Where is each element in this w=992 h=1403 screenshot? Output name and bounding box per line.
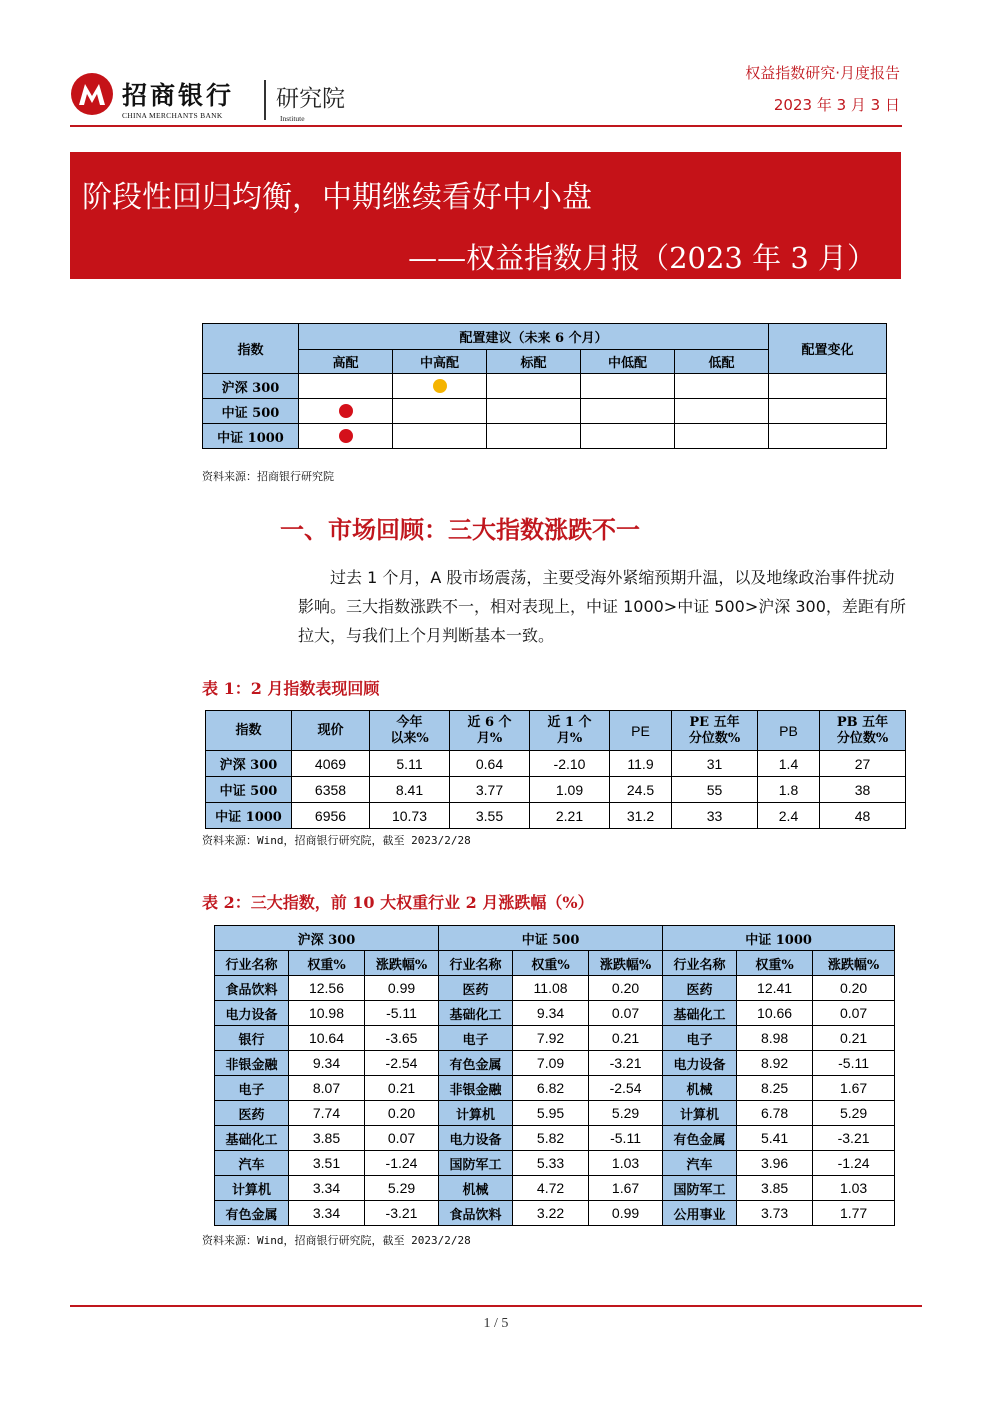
table2-cell: 0.07 bbox=[813, 1001, 895, 1026]
table2-industry-name: 银行 bbox=[215, 1026, 289, 1051]
table2-cell: 10.64 bbox=[289, 1026, 365, 1051]
table1-cell: 8.41 bbox=[370, 777, 450, 803]
logo-divider bbox=[264, 80, 266, 120]
table2-cell: 1.03 bbox=[589, 1151, 663, 1176]
table2-cell: -3.21 bbox=[589, 1051, 663, 1076]
institute-name-en: Institute bbox=[280, 114, 305, 123]
table2-cell: -5.11 bbox=[813, 1051, 895, 1076]
table2-industry-name: 电力设备 bbox=[663, 1051, 737, 1076]
table1-header-cell: PE bbox=[610, 711, 672, 751]
alloc-source: 资料来源：招商银行研究院 bbox=[202, 470, 334, 483]
table2-industry-name: 有色金属 bbox=[215, 1201, 289, 1226]
brand-name: 招商银行 bbox=[122, 81, 235, 110]
table1-header-cell: 今年 以来% bbox=[370, 711, 450, 751]
alloc-level-header: 标配 bbox=[487, 350, 581, 374]
brand-name-en: CHINA MERCHANTS BANK bbox=[122, 111, 223, 120]
alloc-row-index: 中证 500 bbox=[203, 399, 299, 424]
table2-row bbox=[215, 1126, 895, 1151]
table2-cell: 5.33 bbox=[513, 1151, 589, 1176]
table2-row bbox=[215, 1201, 895, 1226]
table1-cell: 5.11 bbox=[370, 751, 450, 777]
alloc-cell bbox=[487, 399, 581, 424]
table2-cell: 12.56 bbox=[289, 976, 365, 1001]
alloc-row bbox=[203, 374, 887, 399]
table1-source: 资料来源：Wind，招商银行研究院，截至 2023/2/28 bbox=[202, 834, 471, 847]
table2-industry-name: 汽车 bbox=[663, 1151, 737, 1176]
table2-cell: 6.82 bbox=[513, 1076, 589, 1101]
alloc-row-index: 中证 1000 bbox=[203, 424, 299, 449]
alloc-level-header: 中高配 bbox=[393, 350, 487, 374]
alloc-col-change: 配置变化 bbox=[769, 324, 887, 374]
table1-cell: 31 bbox=[672, 751, 758, 777]
table2-industry-name: 医药 bbox=[663, 976, 737, 1001]
table2-cell: 5.41 bbox=[737, 1126, 813, 1151]
table2-subheader-cell: 行业名称 bbox=[215, 951, 289, 976]
table2-row bbox=[215, 1026, 895, 1051]
table1-cell: 6358 bbox=[292, 777, 370, 803]
cmb-logo-icon bbox=[70, 72, 114, 116]
table2-subheader-cell: 行业名称 bbox=[663, 951, 737, 976]
table2-industry-name: 电子 bbox=[439, 1026, 513, 1051]
table2-subheader-cell: 涨跌幅% bbox=[589, 951, 663, 976]
table2-cell: 0.99 bbox=[365, 976, 439, 1001]
table1-cell: 3.77 bbox=[450, 777, 530, 803]
table2-cell: -5.11 bbox=[589, 1126, 663, 1151]
table2-cell: 5.29 bbox=[589, 1101, 663, 1126]
table1-row-index: 中证 1000 bbox=[206, 803, 292, 829]
table2-industry-name: 计算机 bbox=[215, 1176, 289, 1201]
table2-industry-name: 基础化工 bbox=[215, 1126, 289, 1151]
table2-row bbox=[215, 1076, 895, 1101]
alloc-level-header: 低配 bbox=[675, 350, 769, 374]
table1-header-cell: PE 五年 分位数% bbox=[672, 711, 758, 751]
alloc-cell bbox=[299, 374, 393, 399]
alloc-cell bbox=[393, 399, 487, 424]
table1-cell: 1.8 bbox=[758, 777, 820, 803]
report-date: 2023 年 3 月 3 日 bbox=[773, 96, 900, 114]
table2-row bbox=[215, 1151, 895, 1176]
table2-cell: 9.34 bbox=[513, 1001, 589, 1026]
table1-cell: 1.4 bbox=[758, 751, 820, 777]
alloc-cell bbox=[299, 399, 393, 424]
table1-cell: 11.9 bbox=[610, 751, 672, 777]
table1-cell: 27 bbox=[820, 751, 906, 777]
table1-row-index: 沪深 300 bbox=[206, 751, 292, 777]
footer-divider bbox=[70, 1305, 922, 1307]
table2-group-header: 中证 1000 bbox=[663, 926, 895, 951]
table1-header-row bbox=[206, 711, 906, 751]
table2-cell: -3.65 bbox=[365, 1026, 439, 1051]
table1-header-cell: 近 6 个 月% bbox=[450, 711, 530, 751]
table2-industry-name: 电子 bbox=[215, 1076, 289, 1101]
alloc-cell bbox=[581, 374, 675, 399]
table2-cell: 0.21 bbox=[365, 1076, 439, 1101]
table2-cell: 3.85 bbox=[289, 1126, 365, 1151]
table2-cell: -2.54 bbox=[589, 1076, 663, 1101]
table1-cell: 24.5 bbox=[610, 777, 672, 803]
table2-industry-name: 电子 bbox=[663, 1026, 737, 1051]
header-divider bbox=[70, 125, 902, 127]
table2-subheader-row bbox=[215, 951, 895, 976]
table2-row bbox=[215, 1051, 895, 1076]
alloc-cell bbox=[299, 424, 393, 449]
alloc-level-header: 中低配 bbox=[581, 350, 675, 374]
alloc-cell bbox=[581, 424, 675, 449]
table2-industry-name: 有色金属 bbox=[439, 1051, 513, 1076]
alloc-change bbox=[769, 424, 887, 449]
table2-cell: 8.92 bbox=[737, 1051, 813, 1076]
table2-industry-name: 基础化工 bbox=[663, 1001, 737, 1026]
table2-subheader-cell: 行业名称 bbox=[439, 951, 513, 976]
table2-source: 资料来源：Wind，招商银行研究院，截至 2023/2/28 bbox=[202, 1234, 471, 1247]
table2-industry-name: 计算机 bbox=[663, 1101, 737, 1126]
alloc-row bbox=[203, 399, 887, 424]
table2-row bbox=[215, 1001, 895, 1026]
table2-cell: 7.74 bbox=[289, 1101, 365, 1126]
table1-cell: 10.73 bbox=[370, 803, 450, 829]
table2-cell: 1.77 bbox=[813, 1201, 895, 1226]
table2-cell: 10.98 bbox=[289, 1001, 365, 1026]
table1-cell: 33 bbox=[672, 803, 758, 829]
table1-cell: 38 bbox=[820, 777, 906, 803]
table1-header-cell: PB 五年 分位数% bbox=[820, 711, 906, 751]
alloc-row-index: 沪深 300 bbox=[203, 374, 299, 399]
table2-cell: 0.20 bbox=[365, 1101, 439, 1126]
table1-cell: 48 bbox=[820, 803, 906, 829]
table2-cell: -1.24 bbox=[813, 1151, 895, 1176]
table2-cell: 12.41 bbox=[737, 976, 813, 1001]
section-title: 一、市场回顾：三大指数涨跌不一 bbox=[280, 516, 640, 544]
table2-industry-name: 非银金融 bbox=[439, 1076, 513, 1101]
report-type: 权益指数研究·月度报告 bbox=[745, 64, 900, 82]
table2-cell: 0.99 bbox=[589, 1201, 663, 1226]
alloc-level-header: 高配 bbox=[299, 350, 393, 374]
table2-cell: -1.24 bbox=[365, 1151, 439, 1176]
table2-cell: 1.67 bbox=[813, 1076, 895, 1101]
table1-cell: 2.21 bbox=[530, 803, 610, 829]
alloc-change bbox=[769, 374, 887, 399]
table2-row bbox=[215, 976, 895, 1001]
table2-cell: 3.51 bbox=[289, 1151, 365, 1176]
table2-cell: 0.20 bbox=[813, 976, 895, 1001]
table2-cell: 6.78 bbox=[737, 1101, 813, 1126]
table2-subheader-cell: 权重% bbox=[289, 951, 365, 976]
table1-header-cell: 近 1 个 月% bbox=[530, 711, 610, 751]
paragraph-text: 过去 1 个月，A 股市场震荡，主要受海外紧缩预期升温，以及地缘政治事件扰动影响。三大指数涨跌不一，相对表现上，中证 1000>中证 500>沪深 300，差距有所拉大，与我们上个月判断基本一致。 bbox=[298, 568, 906, 645]
table1-cell: 4069 bbox=[292, 751, 370, 777]
alloc-group-header: 配置建议（未来 6 个月） bbox=[299, 324, 769, 350]
table2-subheader-cell: 涨跌幅% bbox=[813, 951, 895, 976]
alloc-cell bbox=[675, 374, 769, 399]
table2-cell: 3.73 bbox=[737, 1201, 813, 1226]
allocation-dot-icon bbox=[339, 404, 353, 418]
table1-cell: 3.55 bbox=[450, 803, 530, 829]
table2-cell: 11.08 bbox=[513, 976, 589, 1001]
table2-caption: 表 2：三大指数，前 10 大权重行业 2 月涨跌幅（%） bbox=[202, 893, 594, 912]
table1-cell: 2.4 bbox=[758, 803, 820, 829]
table2-row bbox=[215, 1176, 895, 1201]
allocation-dot-icon bbox=[433, 379, 447, 393]
table2-cell: 0.21 bbox=[813, 1026, 895, 1051]
table2-industry-name: 医药 bbox=[439, 976, 513, 1001]
table1-cell: 1.09 bbox=[530, 777, 610, 803]
institute-name: 研究院 bbox=[276, 86, 345, 112]
table2-cell: 8.25 bbox=[737, 1076, 813, 1101]
table2-cell: 10.66 bbox=[737, 1001, 813, 1026]
table2-cell: 3.85 bbox=[737, 1176, 813, 1201]
table2-industry-name: 国防军工 bbox=[663, 1176, 737, 1201]
table2-cell: 7.09 bbox=[513, 1051, 589, 1076]
table1-cell: 55 bbox=[672, 777, 758, 803]
table2-industry-name: 汽车 bbox=[215, 1151, 289, 1176]
table2-cell: 7.92 bbox=[513, 1026, 589, 1051]
table2-industry-name: 食品饮料 bbox=[439, 1201, 513, 1226]
table2-industry-name: 机械 bbox=[439, 1176, 513, 1201]
industry-weight-table bbox=[214, 925, 895, 1226]
table2-cell: 0.07 bbox=[365, 1126, 439, 1151]
table2-industry-name: 食品饮料 bbox=[215, 976, 289, 1001]
table2-cell: 4.72 bbox=[513, 1176, 589, 1201]
section-paragraph bbox=[298, 563, 908, 650]
report-subtitle: ——权益指数月报（2023 年 3 月） bbox=[408, 241, 876, 275]
table2-cell: 3.22 bbox=[513, 1201, 589, 1226]
table1-row bbox=[206, 751, 906, 777]
allocation-table bbox=[202, 323, 887, 449]
table2-group-header: 中证 500 bbox=[439, 926, 663, 951]
table2-cell: 5.29 bbox=[365, 1176, 439, 1201]
table2-cell: 1.67 bbox=[589, 1176, 663, 1201]
table2-cell: 3.34 bbox=[289, 1176, 365, 1201]
table2-group-row bbox=[215, 926, 895, 951]
index-performance-table bbox=[205, 710, 906, 829]
table2-cell: 5.95 bbox=[513, 1101, 589, 1126]
table2-industry-name: 计算机 bbox=[439, 1101, 513, 1126]
table2-industry-name: 公用事业 bbox=[663, 1201, 737, 1226]
table1-cell: 0.64 bbox=[450, 751, 530, 777]
table2-subheader-cell: 权重% bbox=[737, 951, 813, 976]
alloc-cell bbox=[581, 399, 675, 424]
report-title: 阶段性回归均衡，中期继续看好中小盘 bbox=[82, 180, 592, 215]
table2-row bbox=[215, 1101, 895, 1126]
alloc-cell bbox=[393, 374, 487, 399]
table1-header-cell: 现价 bbox=[292, 711, 370, 751]
table2-industry-name: 医药 bbox=[215, 1101, 289, 1126]
table2-cell: 5.82 bbox=[513, 1126, 589, 1151]
table1-row bbox=[206, 803, 906, 829]
table2-subheader-cell: 涨跌幅% bbox=[365, 951, 439, 976]
table2-cell: -3.21 bbox=[813, 1126, 895, 1151]
table2-cell: -2.54 bbox=[365, 1051, 439, 1076]
table2-industry-name: 有色金属 bbox=[663, 1126, 737, 1151]
table1-caption: 表 1：2 月指数表现回顾 bbox=[202, 679, 380, 698]
table2-subheader-cell: 权重% bbox=[513, 951, 589, 976]
table1-row bbox=[206, 777, 906, 803]
table2-cell: 0.20 bbox=[589, 976, 663, 1001]
table1-cell: 31.2 bbox=[610, 803, 672, 829]
table2-cell: -3.21 bbox=[365, 1201, 439, 1226]
table2-cell: 0.07 bbox=[589, 1001, 663, 1026]
table2-cell: 1.03 bbox=[813, 1176, 895, 1201]
alloc-cell bbox=[675, 399, 769, 424]
table2-industry-name: 国防军工 bbox=[439, 1151, 513, 1176]
allocation-dot-icon bbox=[339, 429, 353, 443]
table1-header-cell: 指数 bbox=[206, 711, 292, 751]
table2-industry-name: 机械 bbox=[663, 1076, 737, 1101]
table2-cell: 0.21 bbox=[589, 1026, 663, 1051]
table2-cell: 3.34 bbox=[289, 1201, 365, 1226]
page-number: 1 / 5 bbox=[483, 1316, 509, 1331]
table2-cell: 3.96 bbox=[737, 1151, 813, 1176]
table2-cell: 5.29 bbox=[813, 1101, 895, 1126]
table1-header-cell: PB bbox=[758, 711, 820, 751]
alloc-col-index: 指数 bbox=[203, 324, 299, 374]
alloc-change bbox=[769, 399, 887, 424]
table2-cell: 8.07 bbox=[289, 1076, 365, 1101]
table1-row-index: 中证 500 bbox=[206, 777, 292, 803]
alloc-cell bbox=[393, 424, 487, 449]
alloc-cell bbox=[675, 424, 769, 449]
alloc-row bbox=[203, 424, 887, 449]
table2-industry-name: 电力设备 bbox=[439, 1126, 513, 1151]
table1-cell: 6956 bbox=[292, 803, 370, 829]
table2-industry-name: 基础化工 bbox=[439, 1001, 513, 1026]
table2-cell: 9.34 bbox=[289, 1051, 365, 1076]
table2-cell: 8.98 bbox=[737, 1026, 813, 1051]
table1-cell: -2.10 bbox=[530, 751, 610, 777]
table2-industry-name: 电力设备 bbox=[215, 1001, 289, 1026]
table2-group-header: 沪深 300 bbox=[215, 926, 439, 951]
alloc-cell bbox=[487, 374, 581, 399]
alloc-cell bbox=[487, 424, 581, 449]
table2-cell: -5.11 bbox=[365, 1001, 439, 1026]
table2-industry-name: 非银金融 bbox=[215, 1051, 289, 1076]
